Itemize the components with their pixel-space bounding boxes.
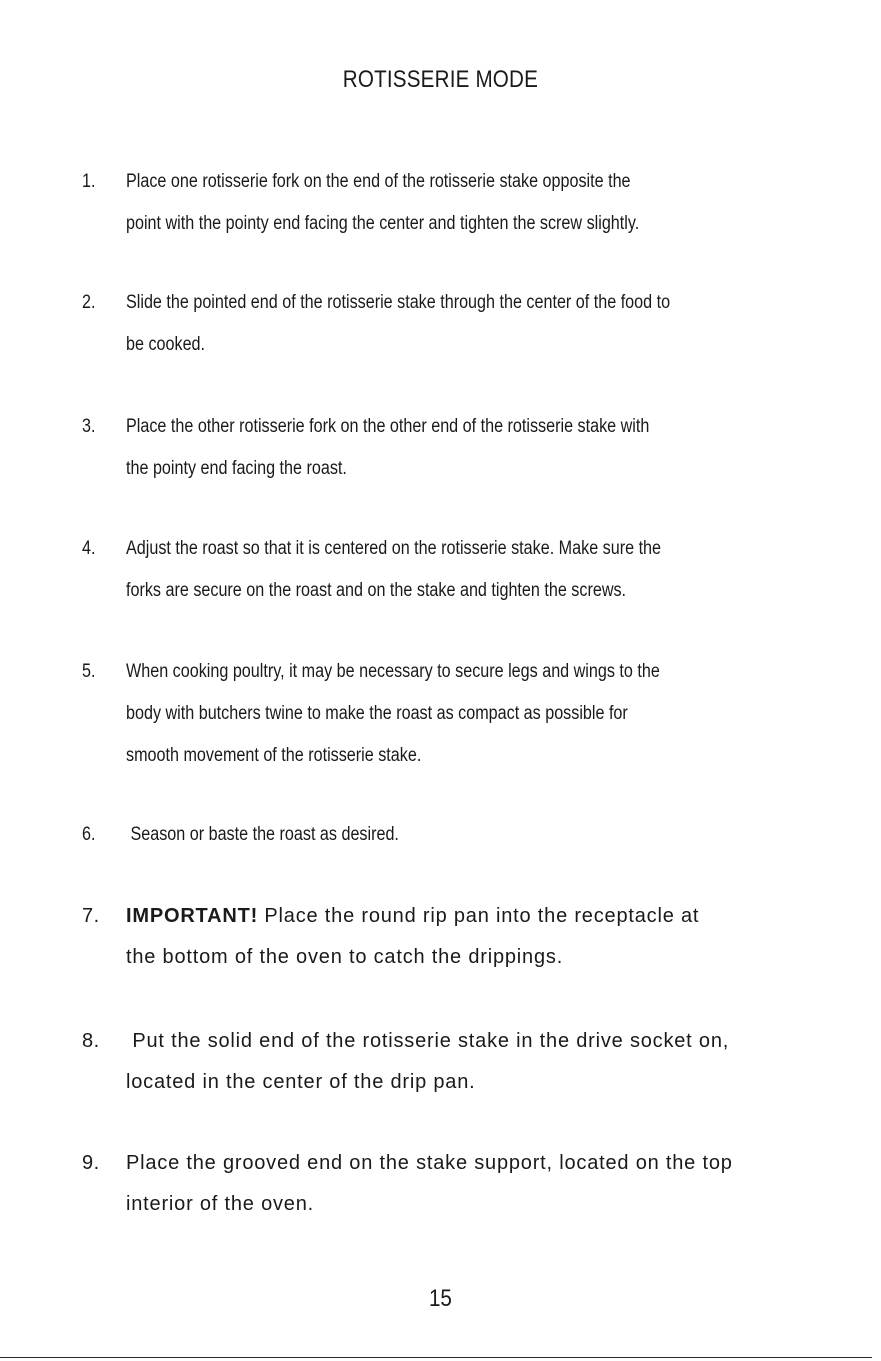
- step-line: point with the pointy end facing the center and tighten the screw slightly.: [126, 213, 640, 234]
- step-line: [126, 896, 881, 937]
- step-number: 1.: [82, 171, 96, 192]
- important-label: IMPORTANT!: [126, 905, 259, 927]
- step-text: [126, 651, 881, 777]
- page-number: 15: [428, 1285, 452, 1312]
- step-line: smooth movement of the rotisserie stake.: [126, 745, 422, 766]
- page-title: ROTISSERIE MODE: [342, 66, 539, 93]
- step-number: 7.: [82, 905, 100, 927]
- step-line: Place one rotisserie fork on the end of the rotisserie stake opposite the: [126, 171, 631, 192]
- step-number: 6.: [82, 824, 96, 845]
- step-text: [126, 282, 881, 366]
- step-text: [126, 1143, 881, 1225]
- step-line: forks are secure on the roast and on the stake and tighten the screws.: [126, 580, 627, 601]
- step-text: [126, 1021, 881, 1103]
- bottom-divider: [0, 1357, 872, 1358]
- step-text: [126, 406, 881, 490]
- step-text: [126, 161, 881, 245]
- step-line: Place the grooved end on the stake support, located on the top: [126, 1152, 733, 1174]
- step-line: Adjust the roast so that it is centered on the rotisserie stake. Make sure the: [126, 538, 662, 559]
- step-line: located in the center of the drip pan.: [126, 1071, 476, 1093]
- step-line: body with butchers twine to make the roast as compact as possible for: [126, 703, 628, 724]
- step-line: Place the other rotisserie fork on the other end of the rotisserie stake with: [126, 416, 650, 437]
- step-number: 5.: [82, 661, 96, 682]
- step-text: [126, 896, 881, 978]
- step-line: Slide the pointed end of the rotisserie stake through the center of the food to: [126, 292, 671, 313]
- step-number: 4.: [82, 538, 96, 559]
- step-line: the pointy end facing the roast.: [126, 458, 347, 479]
- step-line-text: Place the round rip pan into the receptacle at: [258, 905, 700, 927]
- step-number: 2.: [82, 292, 96, 313]
- step-line: interior of the oven.: [126, 1193, 315, 1215]
- step-number: 8.: [82, 1030, 100, 1052]
- step-line: When cooking poultry, it may be necessary to secure legs and wings to the: [126, 661, 660, 682]
- step-number: 3.: [82, 416, 96, 437]
- step-line: Season or baste the roast as desired.: [126, 824, 399, 845]
- step-number: 9.: [82, 1152, 100, 1174]
- step-line: Put the solid end of the rotisserie stake in the drive socket on,: [126, 1030, 730, 1052]
- step-line: be cooked.: [126, 334, 206, 355]
- step-line: the bottom of the oven to catch the drippings.: [126, 946, 564, 968]
- step-text: [126, 528, 881, 612]
- step-text: [126, 814, 881, 856]
